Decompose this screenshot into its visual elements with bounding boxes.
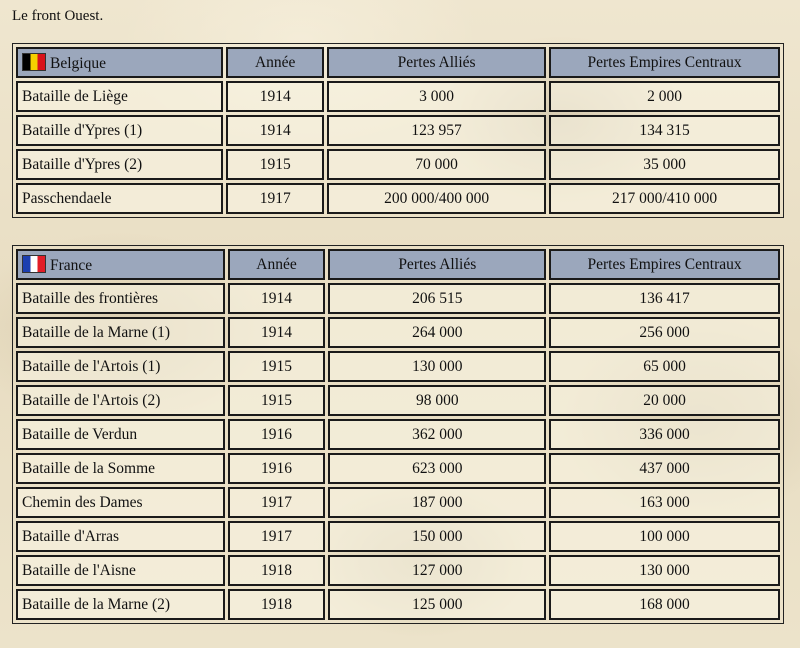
allies-losses-header: Pertes Alliés (328, 249, 546, 280)
table-row (16, 589, 780, 620)
battle-year: 1914 (228, 317, 326, 348)
battle-year: 1918 (228, 589, 326, 620)
battle-year: 1917 (228, 487, 326, 518)
battle-year: 1915 (228, 351, 326, 382)
allies-losses: 150 000 (328, 521, 546, 552)
table-row (16, 81, 780, 112)
allies-losses: 623 000 (328, 453, 546, 484)
central-losses: 130 000 (549, 555, 780, 586)
central-losses: 2 000 (549, 81, 780, 112)
battle-year: 1917 (226, 183, 324, 214)
table-row (16, 521, 780, 552)
page-caption: Le front Ouest. (12, 8, 104, 24)
allies-losses: 125 000 (328, 589, 546, 620)
battle-year: 1918 (228, 555, 326, 586)
central-losses: 217 000/410 000 (549, 183, 780, 214)
battle-name: Bataille de la Somme (16, 453, 225, 484)
allies-losses: 206 515 (328, 283, 546, 314)
central-losses: 168 000 (549, 589, 780, 620)
central-losses: 256 000 (549, 317, 780, 348)
allies-losses: 200 000/400 000 (327, 183, 546, 214)
year-header: Année (226, 47, 324, 78)
battle-name: Bataille de Liège (16, 81, 223, 112)
battle-name: Passchendaele (16, 183, 223, 214)
table-row (16, 317, 780, 348)
central-losses: 20 000 (549, 385, 780, 416)
battle-year: 1916 (228, 419, 326, 450)
france-battles-table (12, 245, 784, 624)
france-flag-icon (22, 255, 46, 273)
battle-name: Bataille des frontières (16, 283, 225, 314)
country-name: Belgique (50, 54, 106, 72)
battle-year: 1917 (228, 521, 326, 552)
battle-year: 1916 (228, 453, 326, 484)
central-losses-header: Pertes Empires Centraux (549, 47, 780, 78)
allies-losses-header: Pertes Alliés (327, 47, 546, 78)
allies-losses: 130 000 (328, 351, 546, 382)
table-row (16, 385, 780, 416)
allies-losses: 98 000 (328, 385, 546, 416)
battle-name: Bataille de l'Aisne (16, 555, 225, 586)
central-losses: 65 000 (549, 351, 780, 382)
battle-year: 1915 (226, 149, 324, 180)
table-header-row (16, 47, 780, 78)
battle-name: Bataille de l'Artois (1) (16, 351, 225, 382)
table-row (16, 453, 780, 484)
country-name: France (50, 256, 93, 274)
battle-name: Bataille d'Ypres (2) (16, 149, 223, 180)
battle-name: Chemin des Dames (16, 487, 225, 518)
battle-name: Bataille de la Marne (2) (16, 589, 225, 620)
belgium-flag-icon (22, 53, 46, 71)
table-row (16, 487, 780, 518)
belgium-battles-table (12, 43, 784, 218)
table-row (16, 183, 780, 214)
allies-losses: 70 000 (327, 149, 546, 180)
table-header-row (16, 249, 780, 280)
battle-name: Bataille de l'Artois (2) (16, 385, 225, 416)
central-losses: 437 000 (549, 453, 780, 484)
allies-losses: 3 000 (327, 81, 546, 112)
table-row (16, 351, 780, 382)
central-losses-header: Pertes Empires Centraux (549, 249, 780, 280)
battle-name: Bataille de la Marne (1) (16, 317, 225, 348)
battle-year: 1914 (226, 115, 324, 146)
central-losses: 134 315 (549, 115, 780, 146)
allies-losses: 264 000 (328, 317, 546, 348)
country-header-belgique (16, 47, 223, 78)
central-losses: 336 000 (549, 419, 780, 450)
central-losses: 163 000 (549, 487, 780, 518)
allies-losses: 123 957 (327, 115, 546, 146)
table-row (16, 149, 780, 180)
battle-name: Bataille d'Ypres (1) (16, 115, 223, 146)
central-losses: 100 000 (549, 521, 780, 552)
battle-year: 1914 (228, 283, 326, 314)
battle-year: 1915 (228, 385, 326, 416)
allies-losses: 127 000 (328, 555, 546, 586)
battle-name: Bataille de Verdun (16, 419, 225, 450)
allies-losses: 362 000 (328, 419, 546, 450)
table-row (16, 419, 780, 450)
allies-losses: 187 000 (328, 487, 546, 518)
year-header: Année (228, 249, 326, 280)
central-losses: 35 000 (549, 149, 780, 180)
country-header-france (16, 249, 225, 280)
battle-name: Bataille d'Arras (16, 521, 225, 552)
table-row (16, 115, 780, 146)
table-row (16, 555, 780, 586)
battle-year: 1914 (226, 81, 324, 112)
central-losses: 136 417 (549, 283, 780, 314)
table-row (16, 283, 780, 314)
